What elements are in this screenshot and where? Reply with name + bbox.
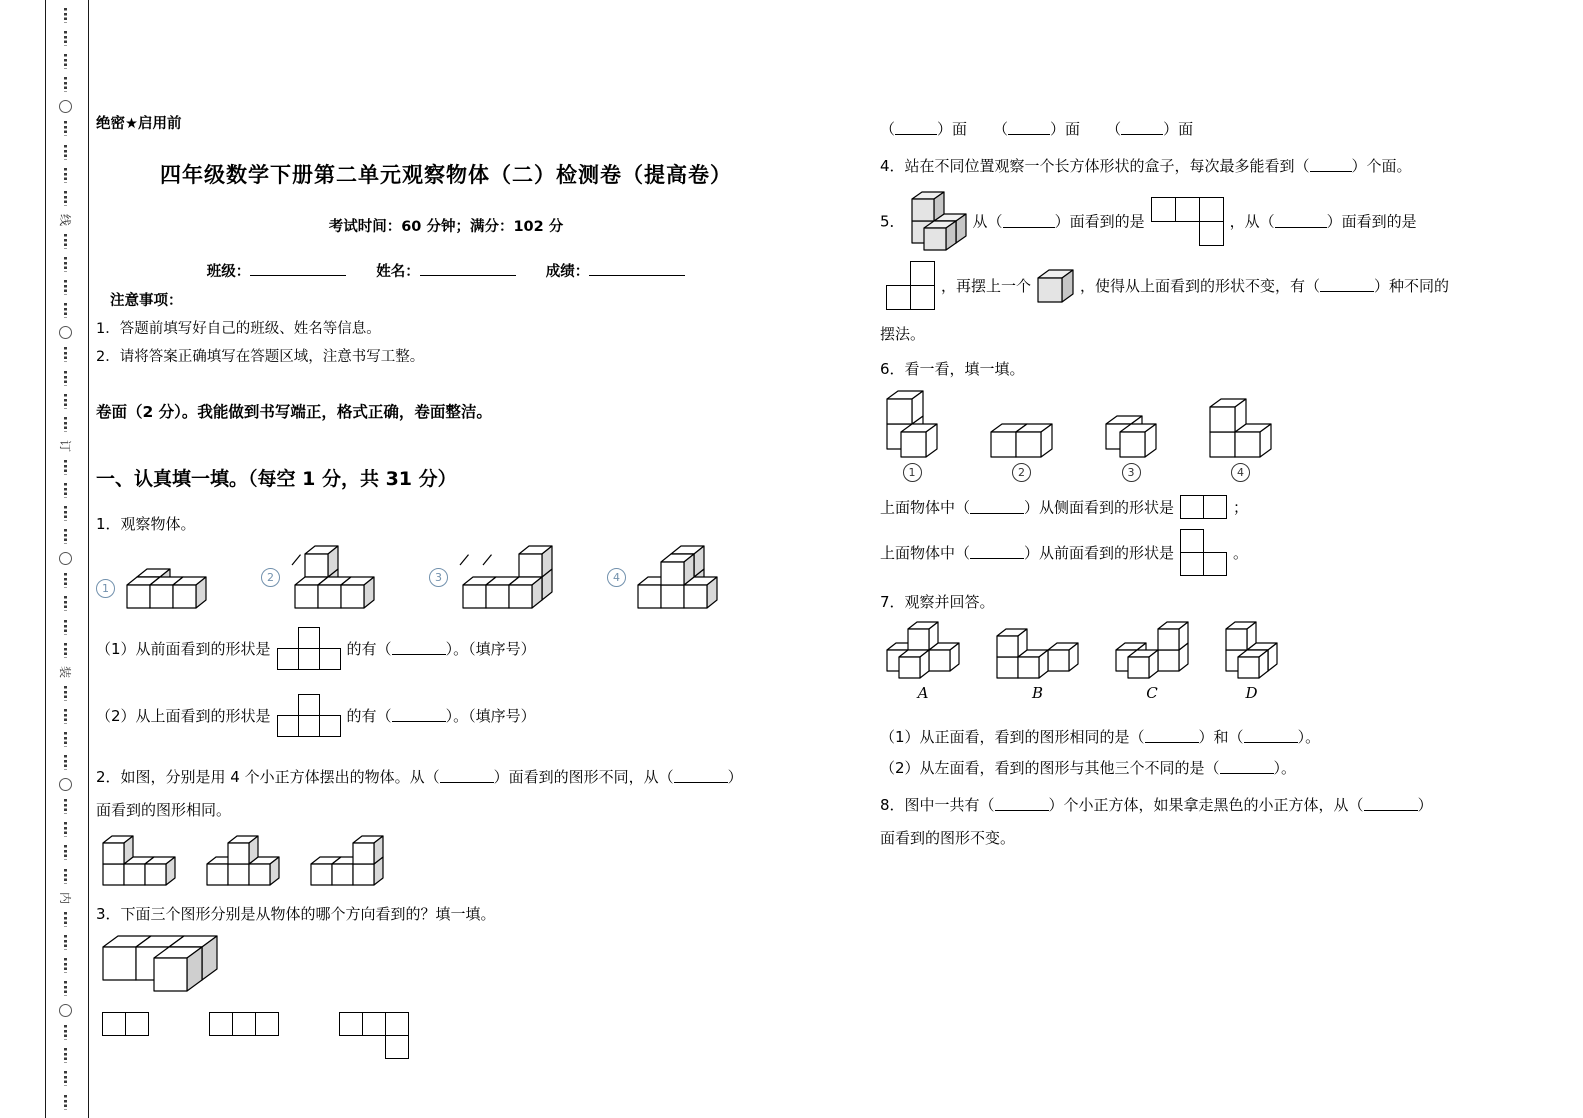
binding-dash-group xyxy=(64,145,67,160)
binding-dash-group xyxy=(64,347,67,362)
grid-figure xyxy=(1150,196,1225,247)
q3-object-figure xyxy=(96,934,796,993)
binding-dash-group xyxy=(64,958,67,973)
text-run: 从（ xyxy=(972,212,1003,231)
answer-blank xyxy=(1244,729,1298,743)
binding-char: 订 xyxy=(57,439,72,452)
figure-number-badge: 4 xyxy=(1231,463,1250,482)
text-run: ）面看到的是 xyxy=(1326,212,1417,231)
binding-dash-group xyxy=(64,280,67,295)
binding-dash-group xyxy=(64,686,67,701)
binding-circle xyxy=(59,778,72,791)
text-run: （ xyxy=(880,120,896,138)
binding-dash-group xyxy=(64,77,67,92)
figure-item xyxy=(200,834,286,887)
figure-item xyxy=(203,1011,285,1037)
text-run: 6．看一看，填一填。 xyxy=(880,360,1025,378)
cube-figure xyxy=(989,422,1054,459)
text-run: ）面 xyxy=(1050,120,1081,138)
q7-figures xyxy=(880,620,1500,702)
binding-dash-group xyxy=(64,620,67,635)
binding-line-inner xyxy=(88,0,89,1118)
text-run: ） xyxy=(727,768,743,786)
q4-text xyxy=(880,155,1500,176)
binding-dash-group xyxy=(64,799,67,814)
right-column xyxy=(880,118,1500,848)
text-run: ，从（ xyxy=(1229,212,1275,231)
binding-circle xyxy=(59,326,72,339)
figure-number-badge: 3 xyxy=(1122,463,1141,482)
exam-info-line: 考试时间：60 分钟；满分：102 分 xyxy=(328,219,564,235)
text-run: ）从侧面看到的形状是 xyxy=(1024,498,1175,517)
text-run: （ xyxy=(1106,120,1122,138)
binding-circle xyxy=(59,552,72,565)
answer-blank xyxy=(392,641,446,655)
notes-heading: 注意事项： xyxy=(110,293,183,309)
text-run: 摆法。 xyxy=(880,325,926,343)
section1-heading: 一、认真填一填。（每空 1 分，共 31 分） xyxy=(96,468,457,490)
binding-dash-group xyxy=(64,8,67,23)
text-run: （2）从左面看，看到的图形与其他三个不同的是（ xyxy=(880,759,1220,777)
cube-figure xyxy=(1224,620,1279,680)
answer-blank xyxy=(1145,729,1199,743)
cube-figure xyxy=(910,190,968,252)
binding-dash-group xyxy=(64,31,67,46)
binding-dash-group xyxy=(64,573,67,588)
figure-letter-label: D xyxy=(1245,684,1258,702)
grid-figure xyxy=(1179,528,1228,577)
figure-number-badge: 1 xyxy=(96,579,115,598)
figure-letter-label: C xyxy=(1146,684,1158,702)
q6-sub1 xyxy=(880,494,1500,520)
binding-dash-group xyxy=(64,1048,67,1063)
q1-figures xyxy=(96,544,796,610)
cube-figure xyxy=(636,544,719,610)
student-field xyxy=(376,260,516,281)
figure-item xyxy=(96,1011,155,1037)
answer-blank xyxy=(970,545,1024,559)
figure-number-badge: 2 xyxy=(1012,463,1031,482)
text-run: ）。（填序号） xyxy=(445,640,536,658)
q7-label xyxy=(880,591,1500,612)
figure-item xyxy=(333,1011,415,1060)
text-run: 1．观察物体。 xyxy=(96,515,196,533)
binding-char: 线 xyxy=(57,213,72,226)
binding-dash-group xyxy=(64,483,67,498)
q1-sub2 xyxy=(96,693,796,738)
answer-blank xyxy=(1008,121,1050,135)
q6-sub2 xyxy=(880,528,1500,577)
left-column xyxy=(96,112,796,1060)
cube-figure xyxy=(885,620,961,680)
text-run: 的有（ xyxy=(346,640,392,658)
q2-text-line1 xyxy=(96,766,796,787)
binding-dash-group xyxy=(64,709,67,724)
text-run: ）。（填序号） xyxy=(445,707,536,725)
spacer xyxy=(1080,132,1106,133)
figure-with-label xyxy=(990,627,1085,702)
cube-figure xyxy=(458,544,554,610)
cube-figure xyxy=(1104,414,1158,459)
q2-text-line2 xyxy=(96,799,796,820)
text-run: 上面物体中（ xyxy=(880,498,971,517)
answer-blank xyxy=(674,769,728,783)
figure-with-label xyxy=(880,620,966,702)
quality-statement: 卷面（2 分）。我能做到书写端正，格式正确，卷面整洁。 xyxy=(96,403,492,421)
answer-blank xyxy=(995,797,1049,811)
answer-blank xyxy=(440,769,494,783)
answer-blank xyxy=(392,708,446,722)
text-run: 面看到的图形相同。 xyxy=(96,801,232,819)
binding-dash-group xyxy=(64,529,67,544)
binding-char: 内 xyxy=(57,891,72,904)
q6-label xyxy=(880,358,1500,379)
field-write-line xyxy=(589,262,685,276)
q3-answer-blanks xyxy=(880,118,1500,139)
binding-line-outer xyxy=(45,0,46,1118)
cube-figure xyxy=(309,834,385,887)
text-run: ）和（ xyxy=(1198,728,1244,746)
student-info-fields xyxy=(96,260,796,281)
figure-with-label xyxy=(1219,620,1284,702)
cube-figure xyxy=(995,627,1080,680)
cube-figure xyxy=(101,834,177,887)
binding-circle xyxy=(59,1004,72,1017)
figure-item xyxy=(304,834,390,887)
figure-with-label xyxy=(1109,620,1195,702)
text-run: 4．站在不同位置观察一个长方体形状的盒子，每次最多能看到（ xyxy=(880,157,1310,175)
cube-figure xyxy=(1208,397,1273,459)
answer-blank xyxy=(1275,214,1327,228)
text-run: （2）从上面看到的形状是 xyxy=(96,707,271,725)
binding-dash-group xyxy=(64,121,67,136)
cube-figure xyxy=(125,567,208,610)
grid-figure xyxy=(276,693,342,738)
answer-blank xyxy=(1310,158,1352,172)
figure-number-badge: 1 xyxy=(903,463,922,482)
binding-dash-group xyxy=(64,869,67,884)
binding-circle xyxy=(59,100,72,113)
binding-dash-group xyxy=(64,234,67,249)
field-label: 成绩： xyxy=(545,264,590,280)
binding-dash-group xyxy=(64,845,67,860)
text-run: ，使得从上面看到的形状不变，有（ xyxy=(1080,277,1321,295)
q7-sub2 xyxy=(880,757,1500,778)
binding-dash-group xyxy=(64,460,67,475)
grid-figure xyxy=(276,626,342,671)
text-run: 2．如图，分别是用 4 个小正方体摆出的物体。从（ xyxy=(96,768,440,786)
text-run: ； xyxy=(1233,498,1249,517)
exam-title: 四年级数学下册第二单元观察物体（二）检测卷（提高卷） xyxy=(160,163,732,187)
figure-item xyxy=(96,567,213,610)
binding-dash-group xyxy=(64,394,67,409)
text-run: ）面 xyxy=(1163,120,1194,138)
binding-dash-group xyxy=(64,981,67,996)
binding-dash-group xyxy=(64,417,67,432)
q5-line3 xyxy=(880,323,1500,344)
cube-figure xyxy=(885,389,939,459)
figure-with-label xyxy=(984,422,1059,482)
figure-number-badge: 4 xyxy=(607,568,626,587)
text-run: 的有（ xyxy=(346,707,392,725)
text-run: 上面物体中（ xyxy=(880,544,971,562)
cube-figure xyxy=(290,544,376,610)
figure-number-badge: 3 xyxy=(429,568,448,587)
figure-number-badge: 2 xyxy=(261,568,280,587)
text-run: 8．图中一共有（ xyxy=(880,796,995,814)
binding-dash-group xyxy=(64,1071,67,1086)
q8-line1 xyxy=(880,794,1500,815)
text-run: 。 xyxy=(1233,544,1249,562)
grid-figure xyxy=(885,260,936,311)
figure-item xyxy=(261,544,381,610)
binding-dash-group xyxy=(64,935,67,950)
text-run: 7．观察并回答。 xyxy=(880,593,995,611)
text-run: ）种不同的 xyxy=(1374,277,1450,295)
grid-figure xyxy=(338,1011,410,1060)
q8-line2 xyxy=(880,827,1500,848)
text-run: ）。 xyxy=(1297,728,1321,746)
q1-sub1 xyxy=(96,626,796,671)
binding-dash-group xyxy=(64,596,67,611)
figure-letter-label: A xyxy=(917,684,929,702)
figure-with-label xyxy=(1099,414,1163,482)
figure-item xyxy=(96,834,182,887)
binding-dash-group xyxy=(64,303,67,318)
field-label: 班级： xyxy=(206,264,251,280)
binding-dash-group xyxy=(64,257,67,272)
figure-item xyxy=(607,544,724,610)
binding-dash-group xyxy=(64,371,67,386)
text-run: ）面 xyxy=(937,120,968,138)
figure-item xyxy=(429,544,559,610)
text-run: （1）从正面看，看到的图形相同的是（ xyxy=(880,728,1145,746)
student-field xyxy=(546,260,686,281)
q3-view-shapes xyxy=(96,1011,796,1060)
answer-blank xyxy=(970,500,1024,514)
spacer xyxy=(967,132,993,133)
binding-dashed-line xyxy=(52,8,78,1110)
notes-list xyxy=(96,317,796,366)
q6-figures xyxy=(880,389,1500,482)
grid-figure xyxy=(1179,494,1228,520)
student-field xyxy=(207,260,347,281)
cube-figure xyxy=(1114,620,1190,680)
text-run: 3．下面三个图形分别是从物体的哪个方向看到的？填一填。 xyxy=(96,905,496,923)
answer-blank xyxy=(1364,797,1418,811)
binding-dash-group xyxy=(64,912,67,927)
q5-line1 xyxy=(880,190,1500,252)
field-write-line xyxy=(250,262,346,276)
q3-label xyxy=(96,903,796,924)
answer-blank xyxy=(1121,121,1163,135)
text-run: （1）从前面看到的形状是 xyxy=(96,640,271,658)
text-run: ）个面。 xyxy=(1351,157,1412,175)
text-run: ） xyxy=(1417,796,1433,814)
cube-figure xyxy=(101,934,219,993)
binding-dash-group xyxy=(64,54,67,69)
binding-dash-group xyxy=(64,755,67,770)
figure-item xyxy=(96,934,224,993)
text-run: （ xyxy=(993,120,1009,138)
text-run: ）从前面看到的形状是 xyxy=(1024,544,1175,562)
answer-blank xyxy=(1320,278,1374,292)
answer-blank xyxy=(1220,760,1274,774)
text-run: 5． xyxy=(880,212,905,231)
binding-dash-group xyxy=(64,822,67,837)
binding-dash-group xyxy=(64,643,67,658)
binding-char: 装 xyxy=(57,665,72,678)
cube-figure xyxy=(1036,268,1075,304)
figure-with-label xyxy=(1203,397,1278,482)
field-write-line xyxy=(420,262,516,276)
text-run: ）。 xyxy=(1273,759,1297,777)
binding-dash-group xyxy=(64,1025,67,1040)
grid-figure xyxy=(101,1011,150,1037)
answer-blank xyxy=(895,121,937,135)
figure-with-label xyxy=(880,389,944,482)
secret-label: 绝密★启用前 xyxy=(96,116,182,132)
text-run: ）个小正方体，如果拿走黑色的小正方体，从（ xyxy=(1048,796,1364,814)
binding-dash-group xyxy=(64,1095,67,1110)
binding-dash-group xyxy=(64,506,67,521)
grid-figure xyxy=(208,1011,280,1037)
text-run: 面看到的图形不变。 xyxy=(880,829,1016,847)
figure-letter-label: B xyxy=(1031,684,1044,702)
q5-line2 xyxy=(880,260,1500,311)
field-label: 姓名： xyxy=(376,264,420,280)
text-run: ）面看到的是 xyxy=(1054,212,1145,231)
q7-sub1 xyxy=(880,726,1500,747)
binding-dash-group xyxy=(64,732,67,747)
cube-figure xyxy=(205,834,281,887)
binding-dash-group xyxy=(64,191,67,206)
q2-figures xyxy=(96,834,796,887)
note-item: 2．请将答案正确填写在答题区域，注意书写工整。 xyxy=(96,349,425,365)
binding-dash-group xyxy=(64,168,67,183)
answer-blank xyxy=(1003,214,1055,228)
q1-label xyxy=(96,513,796,534)
text-run: ，再摆上一个 xyxy=(941,277,1032,295)
text-run: ）面看到的图形不同，从（ xyxy=(493,768,674,786)
note-item: 1．答题前填写好自己的班级、姓名等信息。 xyxy=(96,321,381,337)
